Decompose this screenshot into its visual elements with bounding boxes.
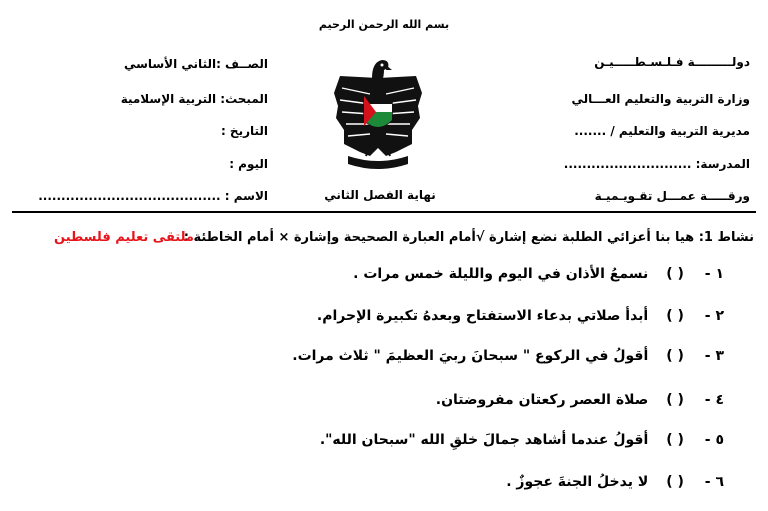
answer-box[interactable]: ( ) [666, 392, 684, 408]
subject-field: المبحث: التربية الإسلامية [120, 92, 268, 106]
state-name: دولـــــــــة فـلـسـطـــــيـن [594, 55, 750, 69]
question-3 [292, 348, 724, 364]
date-field: التاريخ : [220, 124, 268, 138]
question-text: أقولُ في الركوع " سبحانَ ربيَ العظيمَ " ثلاث مرات. [292, 348, 649, 364]
header-divider [12, 211, 756, 213]
question-number: ٥ - [704, 432, 724, 448]
term-title: نهاية الفصل الثاني [324, 188, 436, 202]
answer-box[interactable]: ( ) [666, 348, 684, 364]
forum-label: ملتقى تعليم فلسطين [54, 230, 194, 245]
question-5 [320, 432, 724, 448]
question-text: صلاة العصر ركعتان مفروضتان. [435, 392, 649, 408]
day-field: اليوم : [229, 157, 268, 171]
question-2 [317, 308, 724, 324]
question-4 [436, 392, 724, 408]
name-field: الاسم : ........................................ [38, 189, 268, 203]
question-1 [353, 266, 724, 282]
question-text: لا يدخلُ الجنةَ عجوزٌ . [506, 474, 649, 490]
answer-box[interactable]: ( ) [666, 308, 684, 324]
grade-field: الصــف :الثاني الأساسي [123, 57, 268, 71]
answer-box[interactable]: ( ) [666, 474, 684, 490]
question-number: ٤ - [704, 392, 724, 408]
ministry-name: وزارة التربية والتعليم العـــالي [571, 92, 750, 106]
question-number: ٢ - [704, 308, 724, 324]
question-number: ٦ - [704, 474, 724, 490]
question-number: ١ - [704, 266, 724, 282]
question-6 [506, 474, 724, 490]
question-text: نسمعُ الأذان في اليوم والليلة خمس مرات . [353, 266, 649, 282]
question-text: أقولُ عندما أشاهد جمالَ خلقِ الله "سبحان الله". [319, 432, 649, 448]
bismillah-heading: بسم الله الرحمن الرحيم [318, 18, 450, 31]
question-number: ٣ - [704, 348, 724, 364]
question-text: أبدأ صلاتي بدعاء الاستفتاح وبعدهُ تكبيرة الإحرام. [316, 308, 649, 324]
school-field: المدرسة: ............................ [563, 157, 750, 171]
worksheet-title: ورقـــــة عمـــل تقـويـميـة [594, 189, 750, 203]
answer-box[interactable]: ( ) [666, 266, 684, 282]
activity-instruction: نشاط 1: هيا بنا أعزائي الطلبة نضع إشارة √أمام العبارة الصحيحة وإشارة × أمام الخاطئة : [183, 230, 754, 245]
directorate-field: مديرية التربية والتعليم / ....... [574, 124, 750, 138]
answer-box[interactable]: ( ) [666, 432, 684, 448]
palestine-eagle-emblem-icon [330, 48, 426, 174]
